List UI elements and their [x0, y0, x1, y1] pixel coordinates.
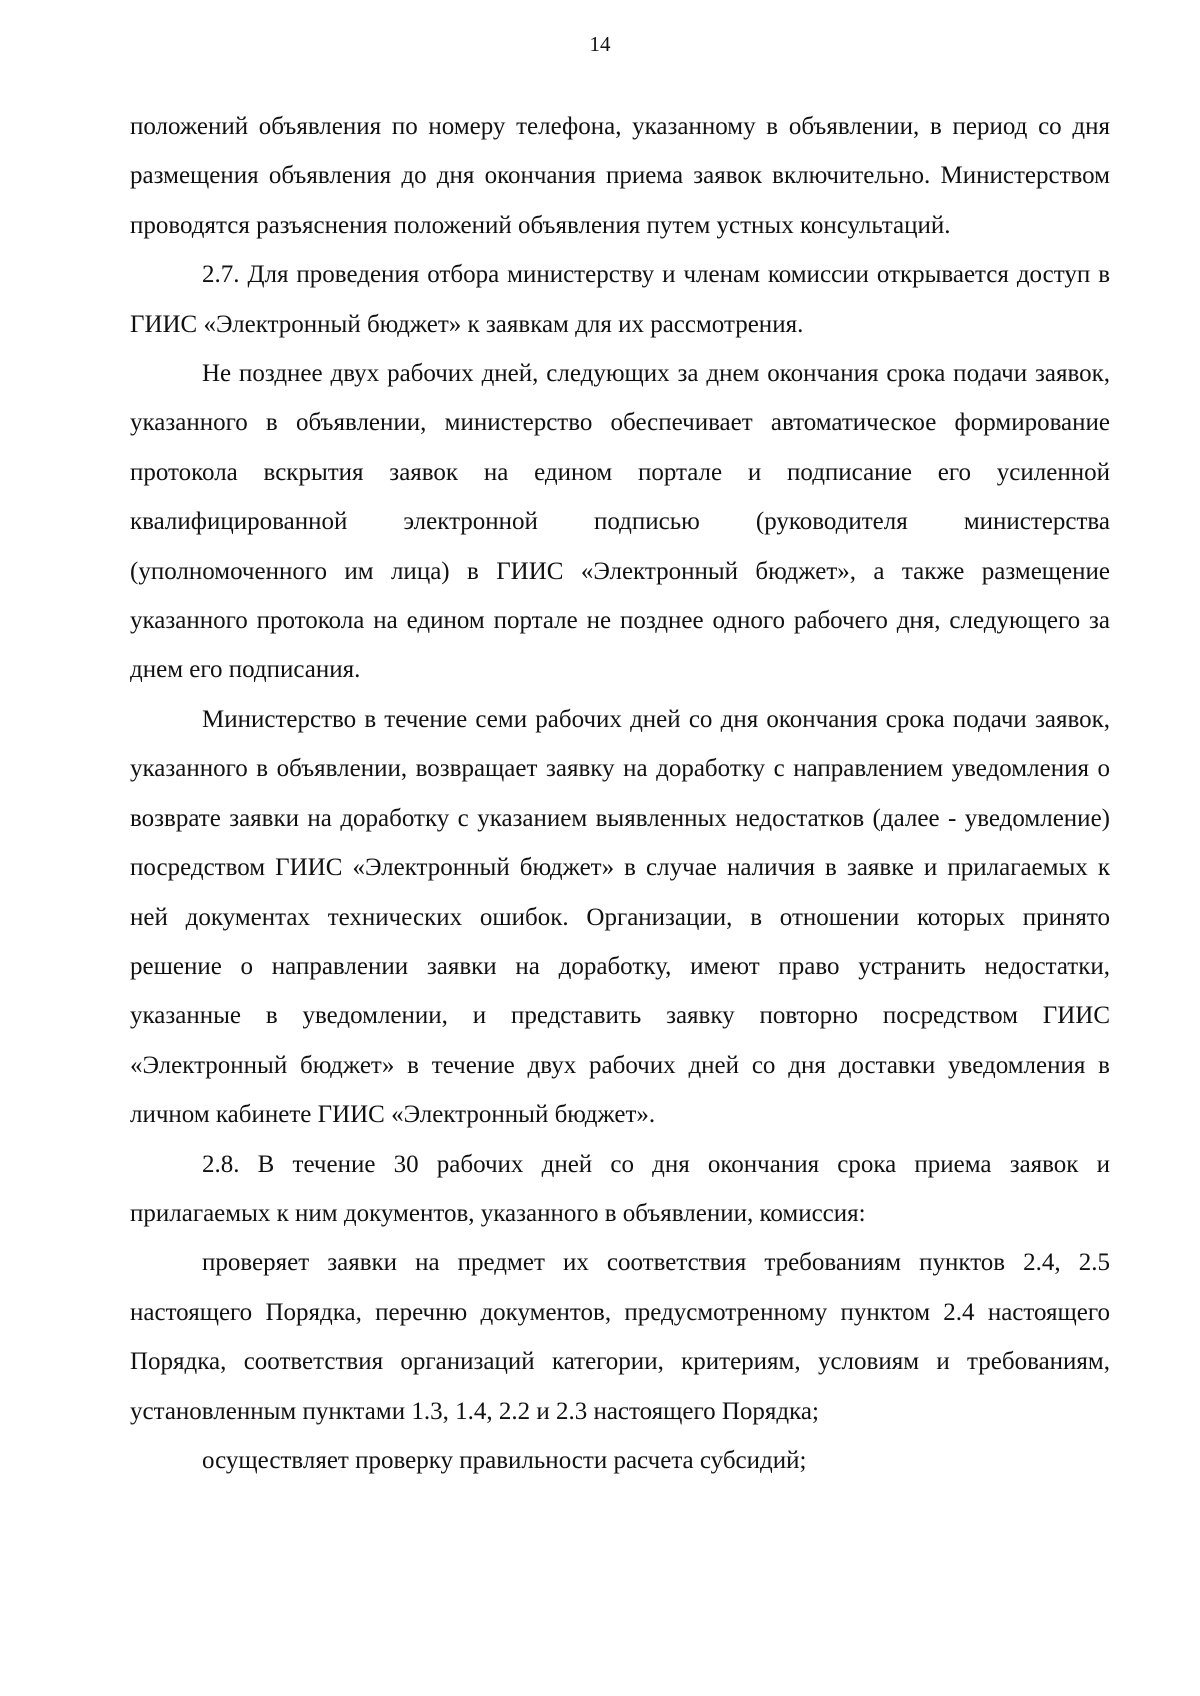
paragraph-return-for-revision: Министерство в течение семи рабочих дней со дня окончания срока подачи заявок, указанного в объявлении, возвращает заявку на доработку с направлением уведомления о возврате заявки на доработку с указанием выявленных недостатков (далее - уведомление) посредством ГИИС «Электронный бюджет» в случае наличия в заявке и прилагаемых к ней документах технических ошибок. Организации, в отношении которых принято решение о направлении заявки на доработку, имеют право устранить недостатки, указанные в уведомлении, и представить заявку повторно посредством ГИИС «Электронный бюджет» в течение двух рабочих дней со дня доставки уведомления в личном кабинете ГИИС «Электронный бюджет».	[130, 705, 1110, 1129]
paragraph-2-7: 2.7. Для проведения отбора министерству и членам комиссии открывается доступ в ГИИС «Электронный бюджет» к заявкам для их рассмотрения.	[130, 261, 1110, 338]
paragraph-continuation: положений объявления по номеру телефона, указанному в объявлении, в период со дня размещения объявления до дня окончания приема заявок включительно. Министерством проводятся разъяснения положений объявления путем устных консультаций.	[130, 113, 1110, 239]
page-number: 14	[589, 32, 611, 56]
paragraph-check-requirements: проверяет заявки на предмет их соответствия требованиям пунктов 2.4, 2.5 настоящего Порядка, перечню документов, предусмотренному пунктом 2.4 настоящего Порядка, соответствия организаций категории, критериям, условиям и требованиям, установленным пунктами 1.3, 1.4, 2.2 и 2.3 настоящего Порядка;	[130, 1249, 1110, 1425]
paragraph-check-calculation: осуществляет проверку правильности расчета субсидий;	[202, 1446, 807, 1474]
document-body	[130, 102, 1110, 1485]
paragraph-2-8: 2.8. В течение 30 рабочих дней со дня окончания срока приема заявок и прилагаемых к ним документов, указанного в объявлении, комиссия:	[130, 1150, 1110, 1227]
paragraph-protocol: Не позднее двух рабочих дней, следующих за днем окончания срока подачи заявок, указанного в объявлении, министерство обеспечивает автоматическое формирование протокола вскрытия заявок на едином портале и подписание его усиленной квалифицированной электронной подписью (руководителя министерства (уполномоченного им лица) в ГИИС «Электронный бюджет», а также размещение указанного протокола на едином портале не позднее одного рабочего дня, следующего за днем его подписания.	[130, 360, 1110, 684]
